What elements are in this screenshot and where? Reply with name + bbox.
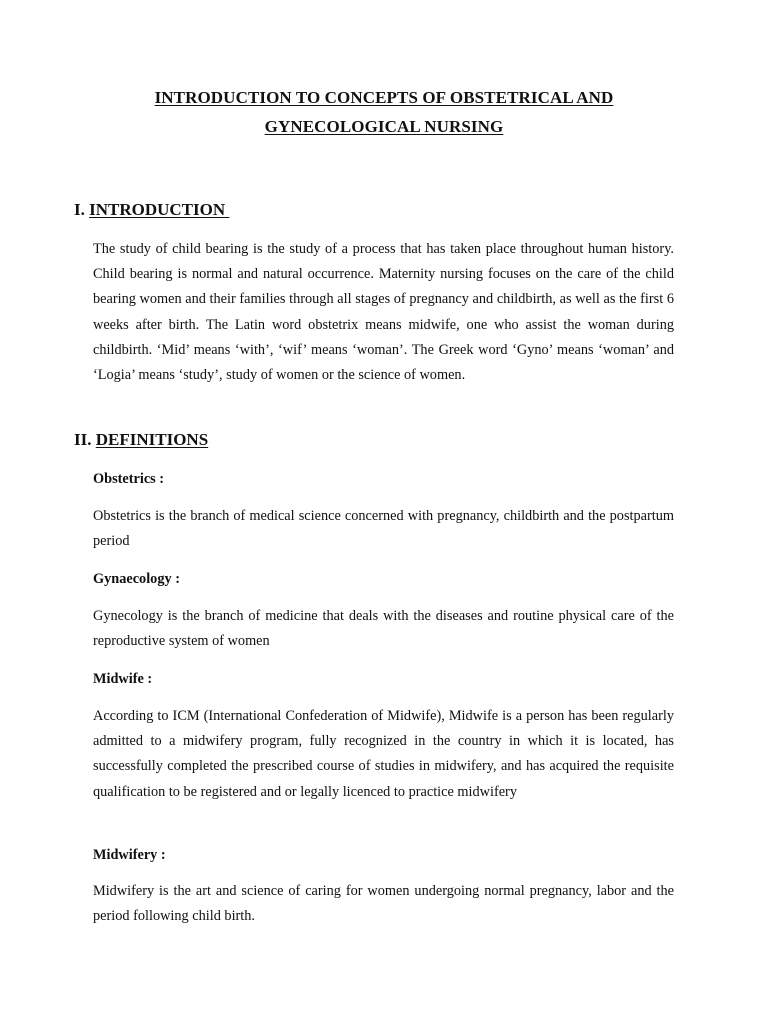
section-heading-definitions	[74, 430, 208, 450]
section-heading-introduction	[74, 200, 229, 220]
definition-term-midwifery: Midwifery :	[93, 847, 166, 863]
document-title-line-1: INTRODUCTION TO CONCEPTS OF OBSTETRICAL AND	[154, 88, 614, 107]
definition-text-gynaecology: Gynecology is the branch of medicine that deals with the diseases and routine physical care of the reproductive system of women	[93, 608, 674, 650]
definition-term-midwife: Midwife :	[93, 671, 153, 687]
section-number: II.	[74, 430, 96, 449]
definition-term-gynaecology: Gynaecology :	[93, 571, 180, 587]
section-number: I.	[74, 200, 90, 219]
document-title-line-2: GYNECOLOGICAL NURSING	[264, 117, 504, 136]
section-title: INTRODUCTION	[89, 200, 230, 219]
definition-text-midwifery: Midwifery is the art and science of caring for women undergoing normal pregnancy, labor and the period following child birth.	[93, 883, 674, 925]
definition-term-obstetrics: Obstetrics :	[93, 471, 165, 487]
definition-text-midwife: According to ICM (International Confederation of Midwife), Midwife is a person has been regularly admitted to a midwifery program, fully recognized in the country in which it is located, has successfully completed the prescribed course of studies in midwifery, and has acquired the requisite qualification to be registered and or legally licenced to practice midwifery	[93, 708, 674, 800]
definition-text-obstetrics: Obstetrics is the branch of medical science concerned with pregnancy, childbirth and the postpartum period	[93, 508, 674, 550]
section-title: DEFINITIONS	[95, 430, 209, 449]
introduction-paragraph: The study of child bearing is the study of a process that has taken place throughout human history. Child bearing is normal and natural occurrence. Maternity nursing focuses on the care of the child bearing women and their families through all stages of pregnancy and childbirth, as well as the first 6 weeks after birth. The Latin word obstetrix means midwife, one who assist the woman during childbirth. ‘Mid’ means ‘with’, ‘wif’ means ‘woman’. The Greek word ‘Gyno’ means ‘woman’ and ‘Logia’ means ‘study’, study of women or the science of women.	[93, 241, 674, 384]
